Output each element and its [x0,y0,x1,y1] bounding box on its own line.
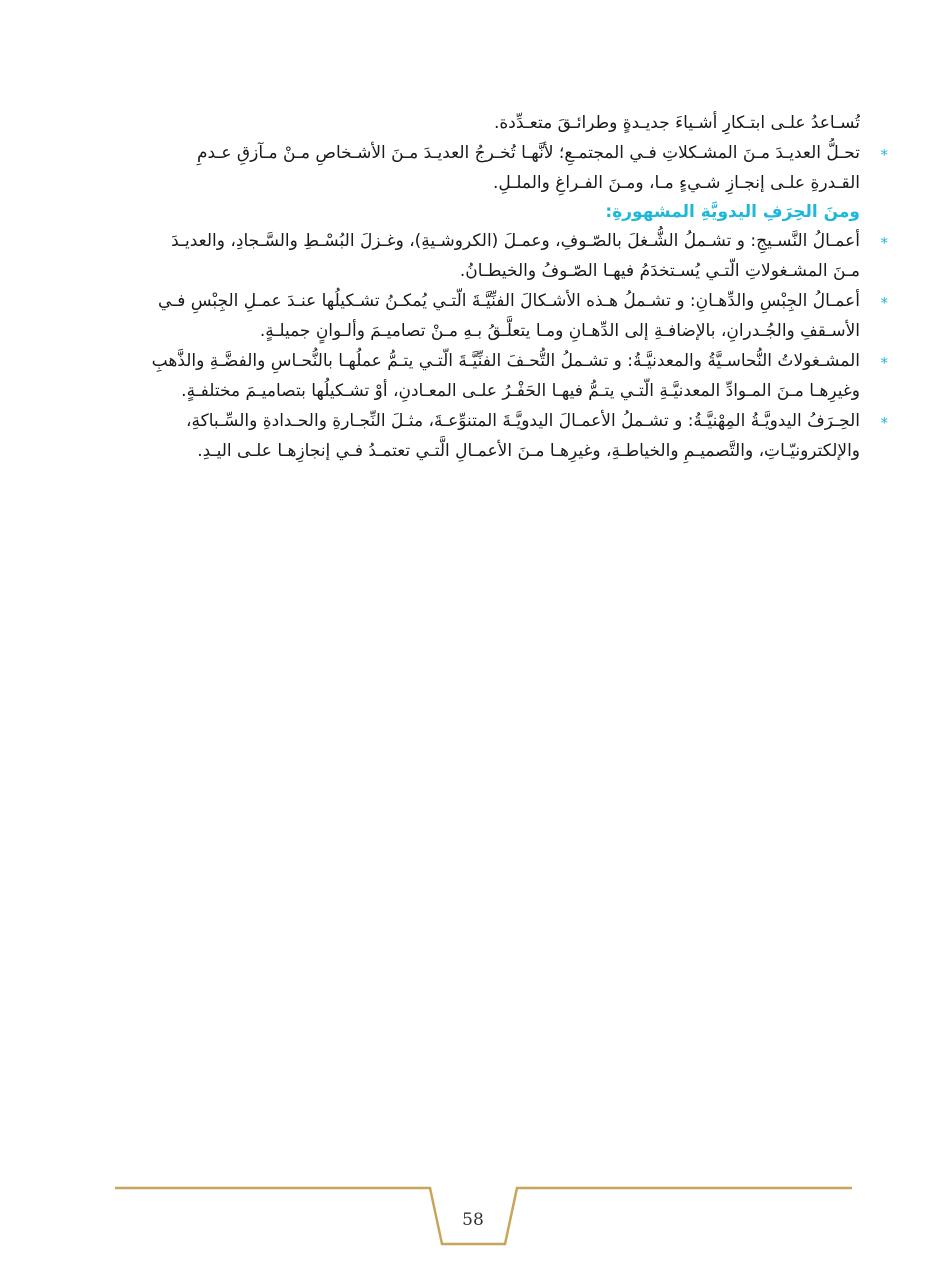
list-item-line: المشـغولاتُ النُّحاسـيَّةُ والمعدنيَّـةُ: و تشـملُ التُّحـفَ الفنِّيَّـةَ الّتـي يتـمُّ عملُهـا بالنُّحـاسِ والفضَّـةِ والذَّهبِ [151,351,860,371]
section-heading: ومنَ الحِرَفِ اليدويَّةِ المشهورةِ: [605,202,860,222]
list-item-line: الحِـرَفُ اليدويَّـةُ المِهْنيَّـةُ: و تشـملُ الأعمـالَ اليدويَّـةَ المتنوِّعـةَ، مثـلَ النِّجـارةِ والحـدادةِ والسِّـباكةِ، [186,411,860,431]
list-item-line: والإلكترونيّـاتِ، والتَّصميـمِ والخياطـةِ، وغيرِهـا مـنَ الأعمـالِ الَّتـي تعتمـدُ فـي إنجازِهـا علـى اليـدِ. [197,441,860,461]
list-item-line: أعمـالُ الجِبْسِ والدِّهـانِ: و تشـملُ هـذه الأشـكالَ الفنِّيَّـةَ الّتـي يُمكـنُ تشـكيلُها عنـدَ عمـلِ الجِبْسِ فـي [158,291,860,311]
list-item-line: وغيرِهـا مـنَ المـوادِّ المعدنيَّـةِ الّتـي يتـمُّ فيهـا الحَفْـرُ علـى المعـادنِ، أوْ تشـكيلُها بتصاميـمَ مختلفـةٍ. [181,381,860,401]
list-item-line: أعمـالُ النَّسـيجِ: و تشـملُ الشُّـغلَ بالصّـوفِ، وعمـلَ (الكروشـيةِ)، وغـزلَ البُسْـطِ والسَّـجادِ، والعديـدَ [171,231,860,251]
bullet-asterisk-icon: * [880,146,888,164]
bullet-asterisk-icon: * [880,234,888,252]
list-item-line: مـنَ المشـغولاتِ الّتـي يُسـتخدَمُ فيهـا الصّـوفُ والخيطـانُ. [459,261,860,281]
list-item-line: القـدرةِ علـى إنجـازِ شـيءٍ مـا، ومـنَ الفـراغِ والملـلِ. [492,173,860,193]
bullet-asterisk-icon: * [880,414,888,432]
list-item-line: الأسـقفِ والجُـدرانِ، بالإضافـةِ إلى الدِّهـانِ ومـا يتعلَّـقُ بـهِ مـنْ تصاميـمَ وألـوانٍ جميلـةٍ. [259,321,860,341]
intro-line: تُسـاعدُ علـى ابتـكارِ أشـياءَ جديـدةٍ وطرائـقَ متعـدِّدة. [494,113,860,133]
page-number: 58 [462,1210,484,1230]
bullet-asterisk-icon: * [880,354,888,372]
bullet-asterisk-icon: * [880,294,888,312]
list-item-line: تحـلُّ العديـدَ مـنَ المشـكلاتِ فـي المجتمـعِ؛ لأنَّهـا تُخـرجُ العديـدَ مـنَ الأشـخاصِ مـنْ مـآزقِ عـدمِ [196,143,860,163]
